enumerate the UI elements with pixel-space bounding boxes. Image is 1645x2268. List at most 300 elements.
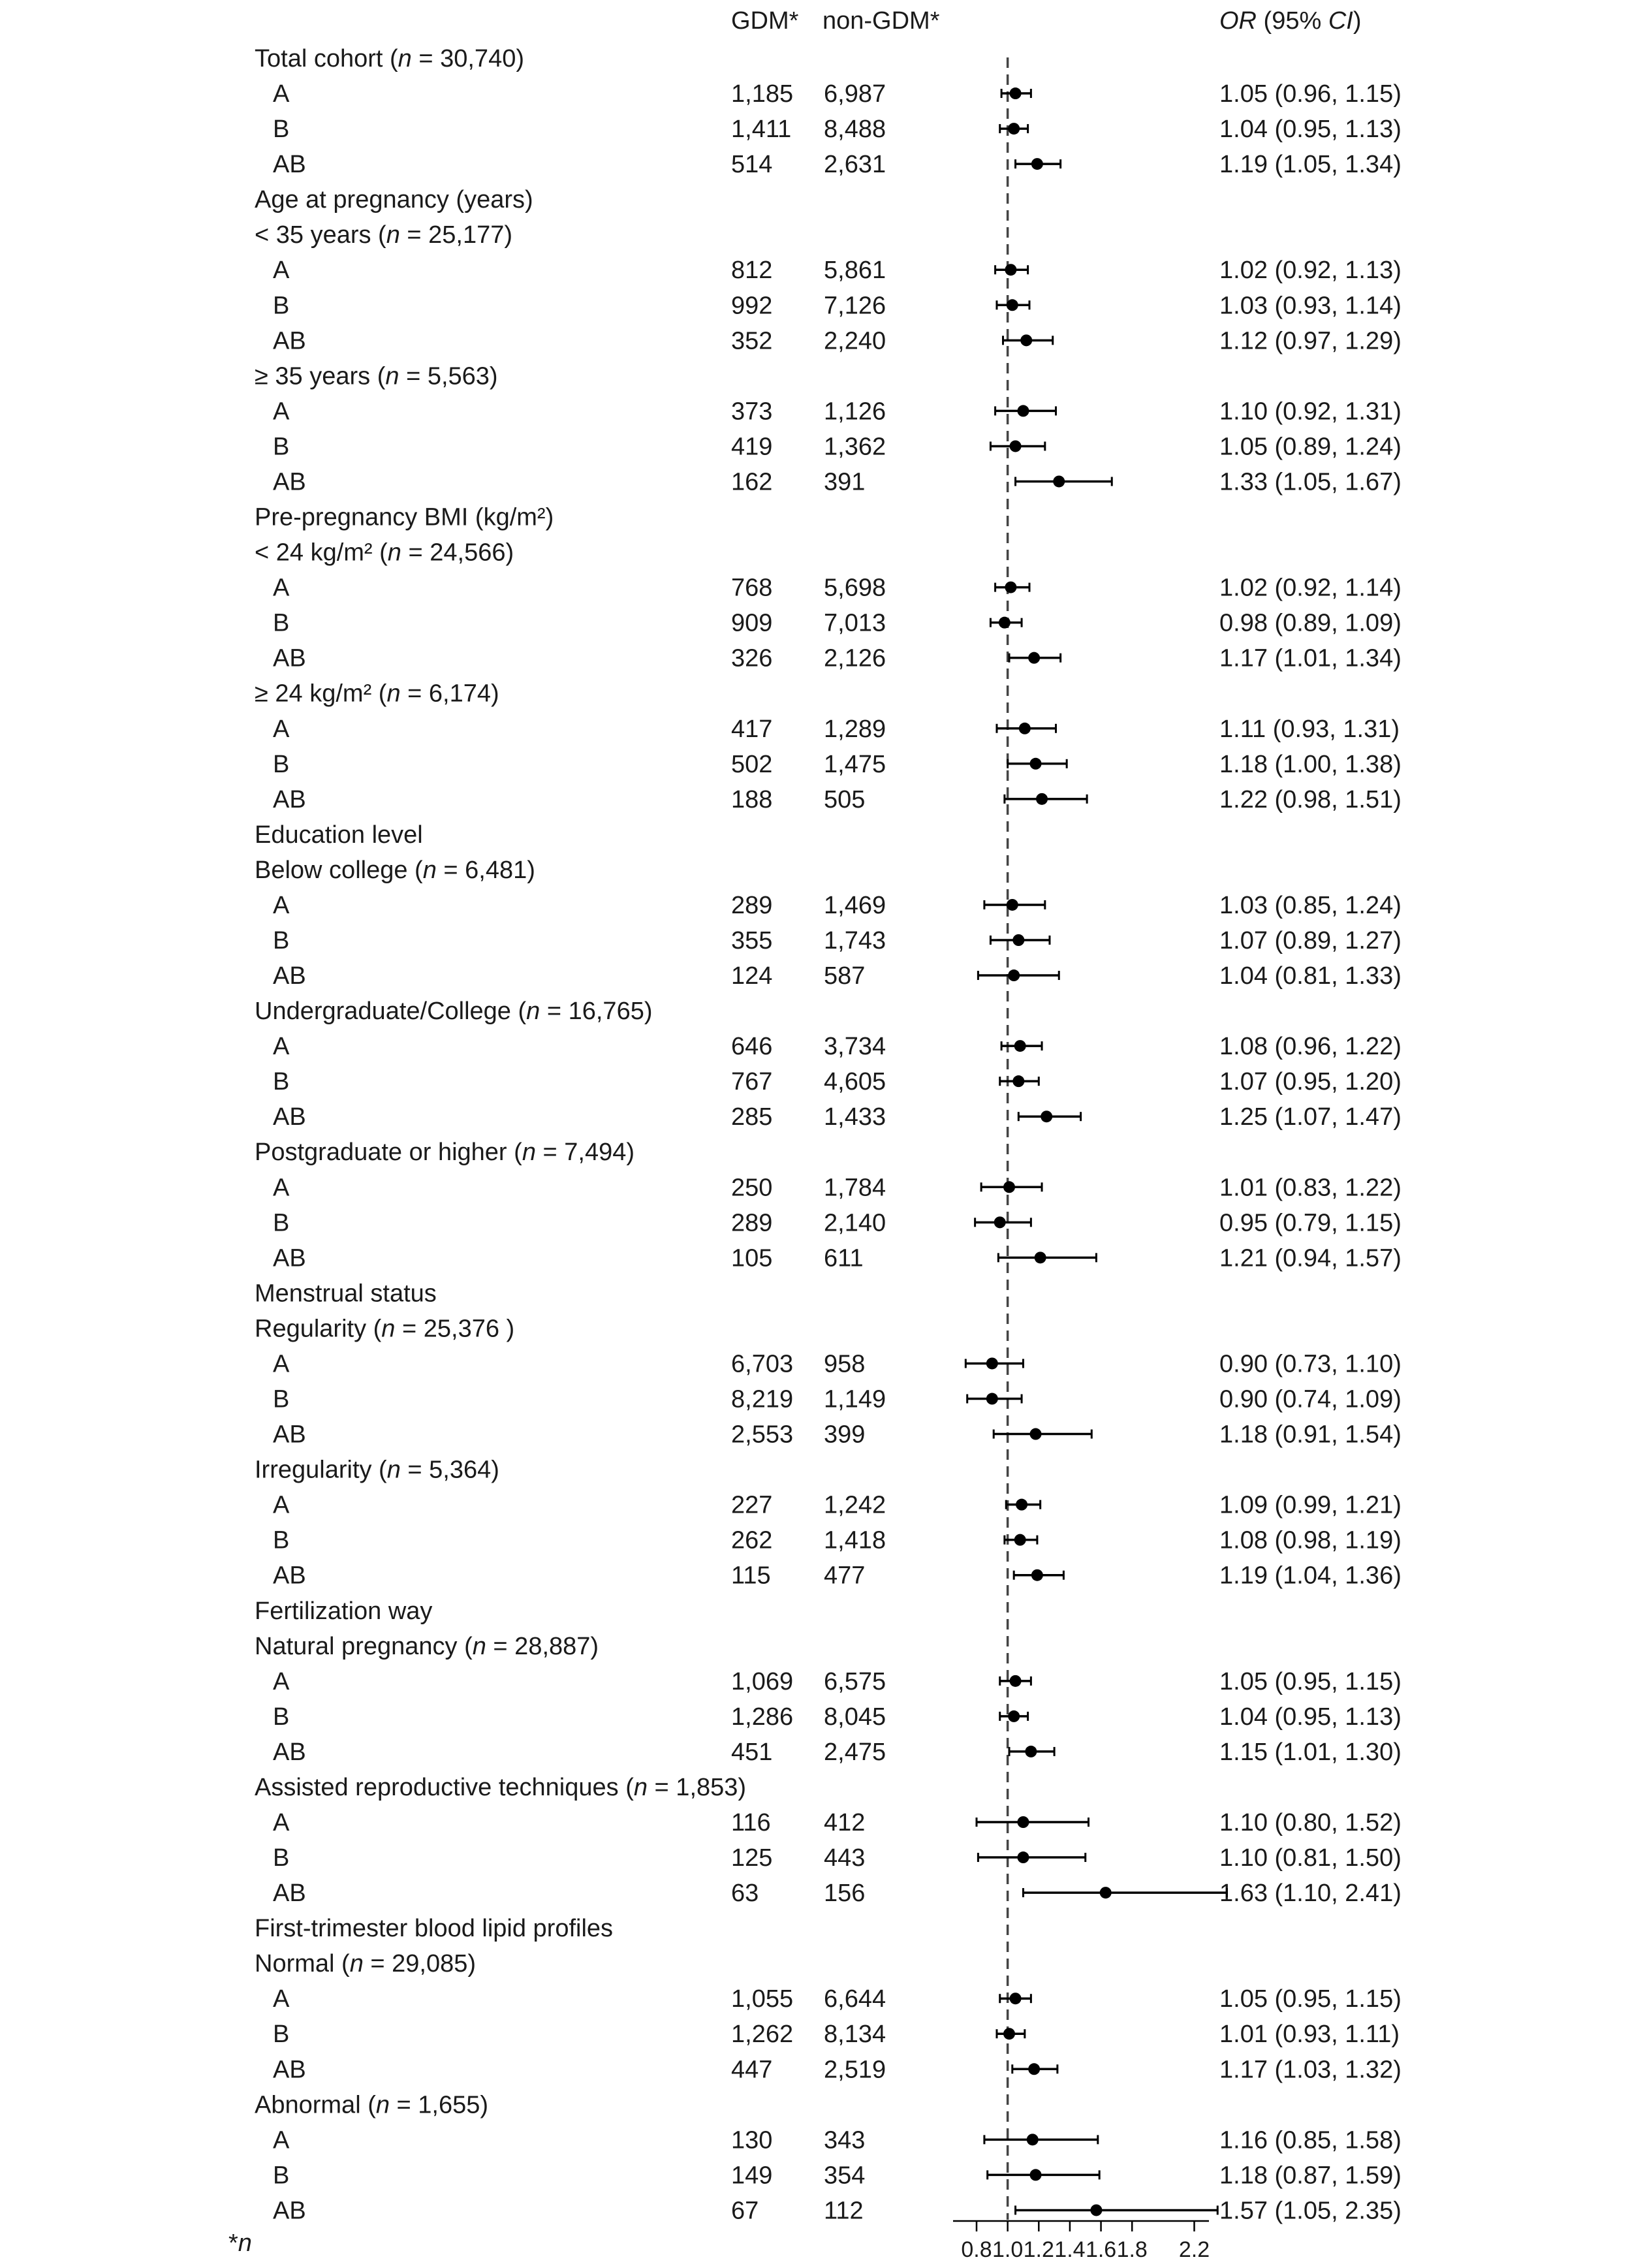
group-n-value: = 1,655): [389, 2091, 489, 2119]
x-tick-label: 1.6: [1085, 2237, 1117, 2262]
gdm-count: 63: [731, 1880, 759, 1908]
non-gdm-count: 2,519: [824, 2056, 886, 2084]
table-row: [273, 116, 1402, 143]
group-label-text: First-trimester blood lipid profiles: [255, 1915, 614, 1943]
non-gdm-count: 2,126: [824, 644, 886, 672]
column-headers: [731, 7, 1361, 35]
x-tick-label: 1.4: [1054, 2237, 1086, 2262]
table-row: [273, 292, 1402, 319]
or-point: [1030, 2169, 1042, 2181]
non-gdm-count: 1,469: [824, 891, 886, 919]
table-row: [255, 1315, 514, 1342]
group-label-text: < 35 years (: [255, 221, 386, 249]
gdm-count: 1,055: [731, 1985, 794, 2013]
gdm-count: 116: [731, 1809, 771, 1836]
or-point: [1027, 2134, 1039, 2145]
group-n-value: = 28,887): [486, 1632, 599, 1660]
blood-type-label: A: [273, 1667, 290, 1695]
blood-type-label: AB: [273, 1880, 306, 1908]
blood-type-label: A: [273, 398, 290, 426]
table-row: [273, 927, 1402, 954]
table-row: [273, 80, 1402, 108]
or-point: [1008, 1710, 1020, 1722]
table-row: [255, 2091, 488, 2118]
gdm-count: 767: [731, 1068, 773, 1096]
group-label: [255, 2091, 488, 2118]
or-point: [1019, 723, 1031, 734]
gdm-count: 1,069: [731, 1667, 794, 1695]
or-ci-value: 1.03 (0.93, 1.14): [1219, 292, 1402, 320]
gdm-count: 6,703: [731, 1350, 794, 1378]
table-row: [255, 1950, 476, 1977]
blood-type-label: AB: [273, 1103, 306, 1131]
or-ci-value: 1.04 (0.81, 1.33): [1219, 962, 1402, 990]
or-ci-value: 1.19 (1.05, 1.34): [1219, 151, 1402, 179]
or-ci-value: 1.21 (0.94, 1.57): [1219, 1244, 1402, 1272]
non-gdm-count: 1,784: [824, 1174, 886, 1202]
blood-type-label: AB: [273, 1421, 306, 1449]
group-label-text: Total cohort (: [255, 45, 398, 72]
non-gdm-column-header: non-GDM*: [822, 7, 940, 35]
group-label-text: Below college (: [255, 856, 423, 884]
or-ci-value: 1.02 (0.92, 1.13): [1219, 257, 1402, 285]
non-gdm-count: 3,734: [824, 1033, 886, 1061]
table-row: [273, 1809, 1402, 1836]
blood-type-label: A: [273, 891, 290, 919]
non-gdm-count: 2,475: [824, 1738, 886, 1766]
blood-type-label: A: [273, 574, 290, 602]
gdm-count: 992: [731, 292, 773, 320]
or-ci-value: 1.10 (0.80, 1.52): [1219, 1809, 1402, 1836]
non-gdm-count: 1,242: [824, 1491, 886, 1519]
table-row: [273, 1527, 1402, 1554]
table-row: [273, 1492, 1402, 1519]
gdm-count: 115: [731, 1562, 771, 1590]
table-row: [273, 1033, 1402, 1060]
x-tick-label: 1.0: [992, 2237, 1024, 2262]
table-row: [273, 1421, 1402, 1449]
group-label-text: Regularity (: [255, 1315, 382, 1343]
table-row: [273, 1350, 1402, 1378]
gdm-count: 502: [731, 750, 773, 778]
non-gdm-count: 391: [824, 468, 866, 496]
group-label-text: Natural pregnancy (: [255, 1632, 473, 1660]
group-label: [255, 821, 423, 849]
group-label-text: Irregularity (: [255, 1456, 387, 1484]
table-row: [273, 2197, 1402, 2224]
blood-type-label: A: [273, 80, 290, 108]
table-row: [273, 610, 1402, 637]
or-point: [1030, 758, 1042, 770]
group-label: [255, 1633, 599, 1660]
group-label-text: Abnormal (: [255, 2091, 376, 2119]
blood-type-label: B: [273, 116, 290, 144]
group-n-value: = 24,566): [401, 539, 514, 567]
group-label-text: Pre-pregnancy BMI (kg/m²): [255, 503, 554, 531]
gdm-count: 352: [731, 327, 773, 355]
gdm-count: 289: [731, 1209, 773, 1237]
blood-type-label: B: [273, 1526, 290, 1554]
or-point: [1020, 334, 1032, 346]
or-point: [1012, 1075, 1024, 1087]
table-row: [255, 998, 652, 1025]
gdm-count: 105: [731, 1244, 773, 1272]
or-ci-column-header: [1219, 7, 1361, 35]
table-row: [255, 45, 524, 72]
or-ci-value: 1.15 (1.01, 1.30): [1219, 1738, 1402, 1766]
non-gdm-count: 8,045: [824, 1703, 886, 1731]
non-gdm-count: 112: [824, 2197, 864, 2225]
table-row: [255, 362, 498, 390]
non-gdm-count: 477: [824, 1562, 866, 1590]
gdm-count: 909: [731, 609, 773, 637]
gdm-count: 125: [731, 1844, 773, 1872]
table-row: [273, 1739, 1402, 1766]
or-ci-value: 1.22 (0.98, 1.51): [1219, 785, 1402, 813]
non-gdm-count: 412: [824, 1809, 866, 1836]
table-row: [273, 2126, 1402, 2154]
group-label-text: < 24 kg/m² (: [255, 539, 388, 567]
group-label-text: Undergraduate/College (: [255, 998, 527, 1026]
table-row: [255, 539, 514, 567]
non-gdm-count: 1,418: [824, 1526, 886, 1554]
blood-type-label: B: [273, 433, 290, 461]
or-ci-value: 0.98 (0.89, 1.09): [1219, 609, 1402, 637]
blood-type-label: A: [273, 1491, 290, 1519]
group-label-text: Age at pregnancy (years): [255, 186, 533, 214]
or-point: [1005, 264, 1016, 276]
or-point: [1003, 2028, 1015, 2040]
table-row: [273, 1103, 1402, 1131]
gdm-count: 1,185: [731, 80, 794, 108]
or-point: [1008, 969, 1020, 981]
table-row: [255, 1280, 437, 1307]
group-label: [255, 362, 498, 390]
group-label: [255, 221, 512, 249]
blood-type-label: B: [273, 1703, 290, 1731]
blood-type-label: AB: [273, 151, 306, 179]
table-row: [255, 680, 499, 708]
gdm-count: 162: [731, 468, 773, 496]
or-ci-value: 1.11 (0.93, 1.31): [1219, 715, 1400, 743]
gdm-count: 355: [731, 927, 773, 954]
x-axis: [953, 2221, 1210, 2262]
gdm-count: 447: [731, 2056, 773, 2084]
or-ci-value: 1.16 (0.85, 1.58): [1219, 2126, 1402, 2154]
non-gdm-count: 6,644: [824, 1985, 886, 2013]
or-point: [1010, 440, 1022, 452]
table-row: [273, 1068, 1402, 1095]
or-ci-value: 1.17 (1.03, 1.32): [1219, 2056, 1402, 2084]
group-n-symbol: n: [349, 1950, 364, 1978]
group-n-symbol: n: [387, 539, 401, 567]
gdm-count: 188: [731, 785, 773, 813]
non-gdm-count: 6,987: [824, 80, 886, 108]
or-ci-value: 1.07 (0.95, 1.20): [1219, 1068, 1402, 1096]
table-row: [273, 575, 1402, 602]
blood-type-label: AB: [273, 468, 306, 496]
non-gdm-count: 1,289: [824, 715, 886, 743]
table-row: [273, 327, 1402, 354]
non-gdm-count: 611: [824, 1244, 864, 1272]
group-label: [255, 998, 652, 1025]
table-row: [255, 1598, 432, 1625]
table-row: [273, 257, 1402, 284]
blood-type-label: AB: [273, 1562, 306, 1590]
group-label: [255, 539, 514, 567]
gdm-count: 419: [731, 433, 773, 461]
blood-type-label: B: [273, 2162, 290, 2190]
or-point: [986, 1393, 998, 1405]
group-n-symbol: n: [386, 1456, 401, 1484]
table-row: [273, 1703, 1402, 1731]
group-n-symbol: n: [381, 1315, 396, 1343]
x-tick-label: 0.8: [961, 2237, 992, 2262]
or-label: OR: [1219, 7, 1257, 35]
non-gdm-count: 1,362: [824, 433, 886, 461]
or-ci-value: 1.18 (1.00, 1.38): [1219, 750, 1402, 778]
table-row: [273, 751, 1402, 778]
or-point: [1100, 1887, 1112, 1898]
gdm-count: 646: [731, 1033, 773, 1061]
or-point: [1041, 1110, 1052, 1122]
or-point: [999, 617, 1010, 629]
gdm-count: 417: [731, 715, 773, 743]
non-gdm-count: 5,861: [824, 257, 886, 285]
or-ci-value: 1.08 (0.98, 1.19): [1219, 1526, 1402, 1554]
group-label: [255, 45, 524, 72]
or-ci-value: 0.95 (0.79, 1.15): [1219, 1209, 1402, 1237]
or-ci-value: 1.04 (0.95, 1.13): [1219, 116, 1402, 144]
group-n-symbol: n: [375, 2091, 390, 2119]
or-ci-value: 1.25 (1.07, 1.47): [1219, 1103, 1402, 1131]
table-row: [273, 962, 1402, 990]
or-point: [994, 1216, 1006, 1228]
blood-type-label: B: [273, 927, 290, 954]
or-point: [1053, 475, 1065, 487]
non-gdm-count: 7,126: [824, 292, 886, 320]
group-label: [255, 186, 533, 213]
group-label: [255, 857, 535, 884]
group-label-text: Postgraduate or higher (: [255, 1139, 522, 1167]
table-row: [273, 1244, 1402, 1272]
or-ci-value: 1.18 (0.91, 1.54): [1219, 1421, 1402, 1449]
table-row: [273, 2162, 1402, 2189]
table-row: [273, 1880, 1402, 1907]
gdm-count: 262: [731, 1526, 773, 1554]
or-paren-label: (95%: [1257, 7, 1328, 35]
or-ci-value: 0.90 (0.73, 1.10): [1219, 1350, 1402, 1378]
or-point: [1012, 934, 1024, 946]
table-row: [255, 1457, 499, 1484]
or-point: [1010, 87, 1022, 99]
group-n-value: = 30,740): [411, 45, 524, 72]
gdm-count: 1,411: [731, 116, 792, 144]
or-ci-value: 1.02 (0.92, 1.14): [1219, 574, 1402, 602]
non-gdm-count: 7,013: [824, 609, 886, 637]
footnote-n: n: [238, 2229, 252, 2257]
table-row: [273, 716, 1400, 743]
table-row: [255, 504, 554, 531]
gdm-count: 124: [731, 962, 773, 990]
non-gdm-count: 2,240: [824, 327, 886, 355]
blood-type-label: B: [273, 292, 290, 320]
group-n-symbol: n: [526, 998, 540, 1026]
blood-type-label: B: [273, 609, 290, 637]
group-n-symbol: n: [472, 1632, 486, 1660]
blood-type-label: B: [273, 1385, 290, 1413]
non-gdm-count: 505: [824, 785, 866, 813]
or-ci-value: 1.05 (0.95, 1.15): [1219, 1667, 1402, 1695]
group-label-text: Menstrual status: [255, 1280, 437, 1308]
table-row: [273, 1985, 1402, 2013]
gdm-count: 514: [731, 151, 773, 179]
group-label: [255, 1915, 613, 1942]
or-point: [1017, 1851, 1029, 1863]
or-ci-value: 1.04 (0.95, 1.13): [1219, 1703, 1402, 1731]
group-n-value: = 6,481): [436, 856, 535, 884]
or-ci-value: 1.57 (1.05, 2.35): [1219, 2197, 1402, 2225]
or-point: [1014, 1040, 1026, 1052]
footnote-star: *: [228, 2229, 238, 2257]
or-point: [1030, 1428, 1042, 1440]
or-point: [1005, 582, 1016, 593]
group-n-symbol: n: [422, 856, 437, 884]
non-gdm-count: 343: [824, 2126, 866, 2154]
blood-type-label: A: [273, 1809, 290, 1836]
non-gdm-count: 8,488: [824, 116, 886, 144]
group-label: [255, 1950, 476, 1977]
or-point: [1028, 652, 1040, 664]
gdm-count: 227: [731, 1491, 773, 1519]
gdm-count: 67: [731, 2197, 759, 2225]
group-n-symbol: n: [385, 362, 400, 390]
non-gdm-count: 1,475: [824, 750, 886, 778]
or-ci-value: 1.19 (1.04, 1.36): [1219, 1562, 1402, 1590]
or-ci-value: 1.17 (1.01, 1.34): [1219, 644, 1402, 672]
blood-type-label: A: [273, 1033, 290, 1061]
gdm-count: 812: [731, 257, 773, 285]
x-tick-label: 1.2: [1023, 2237, 1054, 2262]
group-n-symbol: n: [398, 45, 412, 72]
blood-type-label: B: [273, 1844, 290, 1872]
or-ci-value: 1.08 (0.96, 1.22): [1219, 1033, 1402, 1061]
group-label: [255, 1457, 499, 1484]
or-close-label: ): [1353, 7, 1362, 35]
group-label-text: ≥ 24 kg/m² (: [255, 680, 387, 708]
or-point: [1014, 1534, 1026, 1546]
or-point: [1090, 2204, 1102, 2216]
gdm-count: 130: [731, 2126, 773, 2154]
group-label: [255, 1774, 746, 1801]
table-row: [273, 1209, 1402, 1236]
x-tick-label: 2.2: [1178, 2237, 1210, 2262]
gdm-count: 451: [731, 1738, 773, 1766]
or-ci-value: 1.05 (0.89, 1.24): [1219, 433, 1402, 461]
table-row: [273, 1174, 1402, 1201]
blood-type-label: AB: [273, 785, 306, 813]
non-gdm-count: 443: [824, 1844, 866, 1872]
gdm-count: 326: [731, 644, 773, 672]
table-row: [273, 468, 1402, 496]
group-label: [255, 1598, 432, 1625]
or-point: [1028, 2063, 1040, 2075]
table-row: [255, 1774, 746, 1801]
or-point: [1031, 158, 1043, 170]
table-row: [273, 1562, 1402, 1590]
or-ci-value: 1.03 (0.85, 1.24): [1219, 891, 1402, 919]
or-point: [1007, 899, 1018, 911]
or-ci-value: 1.10 (0.92, 1.31): [1219, 398, 1402, 426]
non-gdm-count: 6,575: [824, 1667, 886, 1695]
non-gdm-count: 1,126: [824, 398, 886, 426]
or-point: [1003, 1181, 1015, 1193]
blood-type-label: AB: [273, 1244, 306, 1272]
or-ci-value: 1.07 (0.89, 1.27): [1219, 927, 1402, 954]
non-gdm-count: 2,631: [824, 151, 886, 179]
or-ci-value: 1.05 (0.95, 1.15): [1219, 1985, 1402, 2013]
table-row: [273, 2021, 1400, 2048]
or-point: [1025, 1746, 1037, 1757]
table-row: [273, 786, 1402, 813]
table-row: [273, 1386, 1402, 1413]
group-label-text: Education level: [255, 821, 423, 849]
blood-type-label: B: [273, 750, 290, 778]
table-row: [255, 186, 533, 213]
or-ci-value: 0.90 (0.74, 1.09): [1219, 1385, 1402, 1413]
non-gdm-count: 399: [824, 1421, 866, 1449]
group-label: [255, 680, 499, 708]
group-n-symbol: n: [386, 680, 401, 708]
or-ci-value: 1.12 (0.97, 1.29): [1219, 327, 1402, 355]
table-row: [255, 1633, 599, 1660]
or-point: [1010, 1675, 1022, 1687]
ci-label: CI: [1328, 7, 1353, 35]
non-gdm-count: 354: [824, 2162, 866, 2190]
group-label-text: Fertilization way: [255, 1597, 433, 1625]
non-gdm-count: 1,743: [824, 927, 886, 954]
gdm-count: 289: [731, 891, 773, 919]
blood-type-label: AB: [273, 962, 306, 990]
blood-type-label: A: [273, 1350, 290, 1378]
gdm-count: 250: [731, 1174, 773, 1202]
gdm-count: 1,286: [731, 1703, 794, 1731]
group-n-symbol: n: [386, 221, 400, 249]
or-ci-value: 1.01 (0.93, 1.11): [1219, 2021, 1400, 2049]
or-point: [986, 1357, 998, 1369]
group-n-value: = 29,085): [363, 1950, 477, 1978]
non-gdm-count: 8,134: [824, 2021, 886, 2049]
group-label: [255, 504, 554, 531]
gdm-count: 2,553: [731, 1421, 794, 1449]
blood-type-label: AB: [273, 327, 306, 355]
gdm-count: 285: [731, 1103, 773, 1131]
non-gdm-count: 1,433: [824, 1103, 886, 1131]
blood-type-label: AB: [273, 2197, 306, 2225]
table-row: [255, 221, 512, 249]
or-point: [1007, 299, 1018, 311]
group-label-text: Normal (: [255, 1950, 350, 1978]
or-ci-value: 1.63 (1.10, 2.41): [1219, 1880, 1402, 1908]
or-point: [1017, 1816, 1029, 1828]
group-n-value: = 16,765): [540, 998, 653, 1026]
or-point: [1008, 123, 1020, 134]
group-n-symbol: n: [522, 1139, 536, 1167]
gdm-count: 149: [731, 2162, 773, 2190]
blood-type-label: B: [273, 2021, 290, 2049]
or-point: [1010, 1992, 1022, 2004]
table-row: [255, 857, 535, 884]
